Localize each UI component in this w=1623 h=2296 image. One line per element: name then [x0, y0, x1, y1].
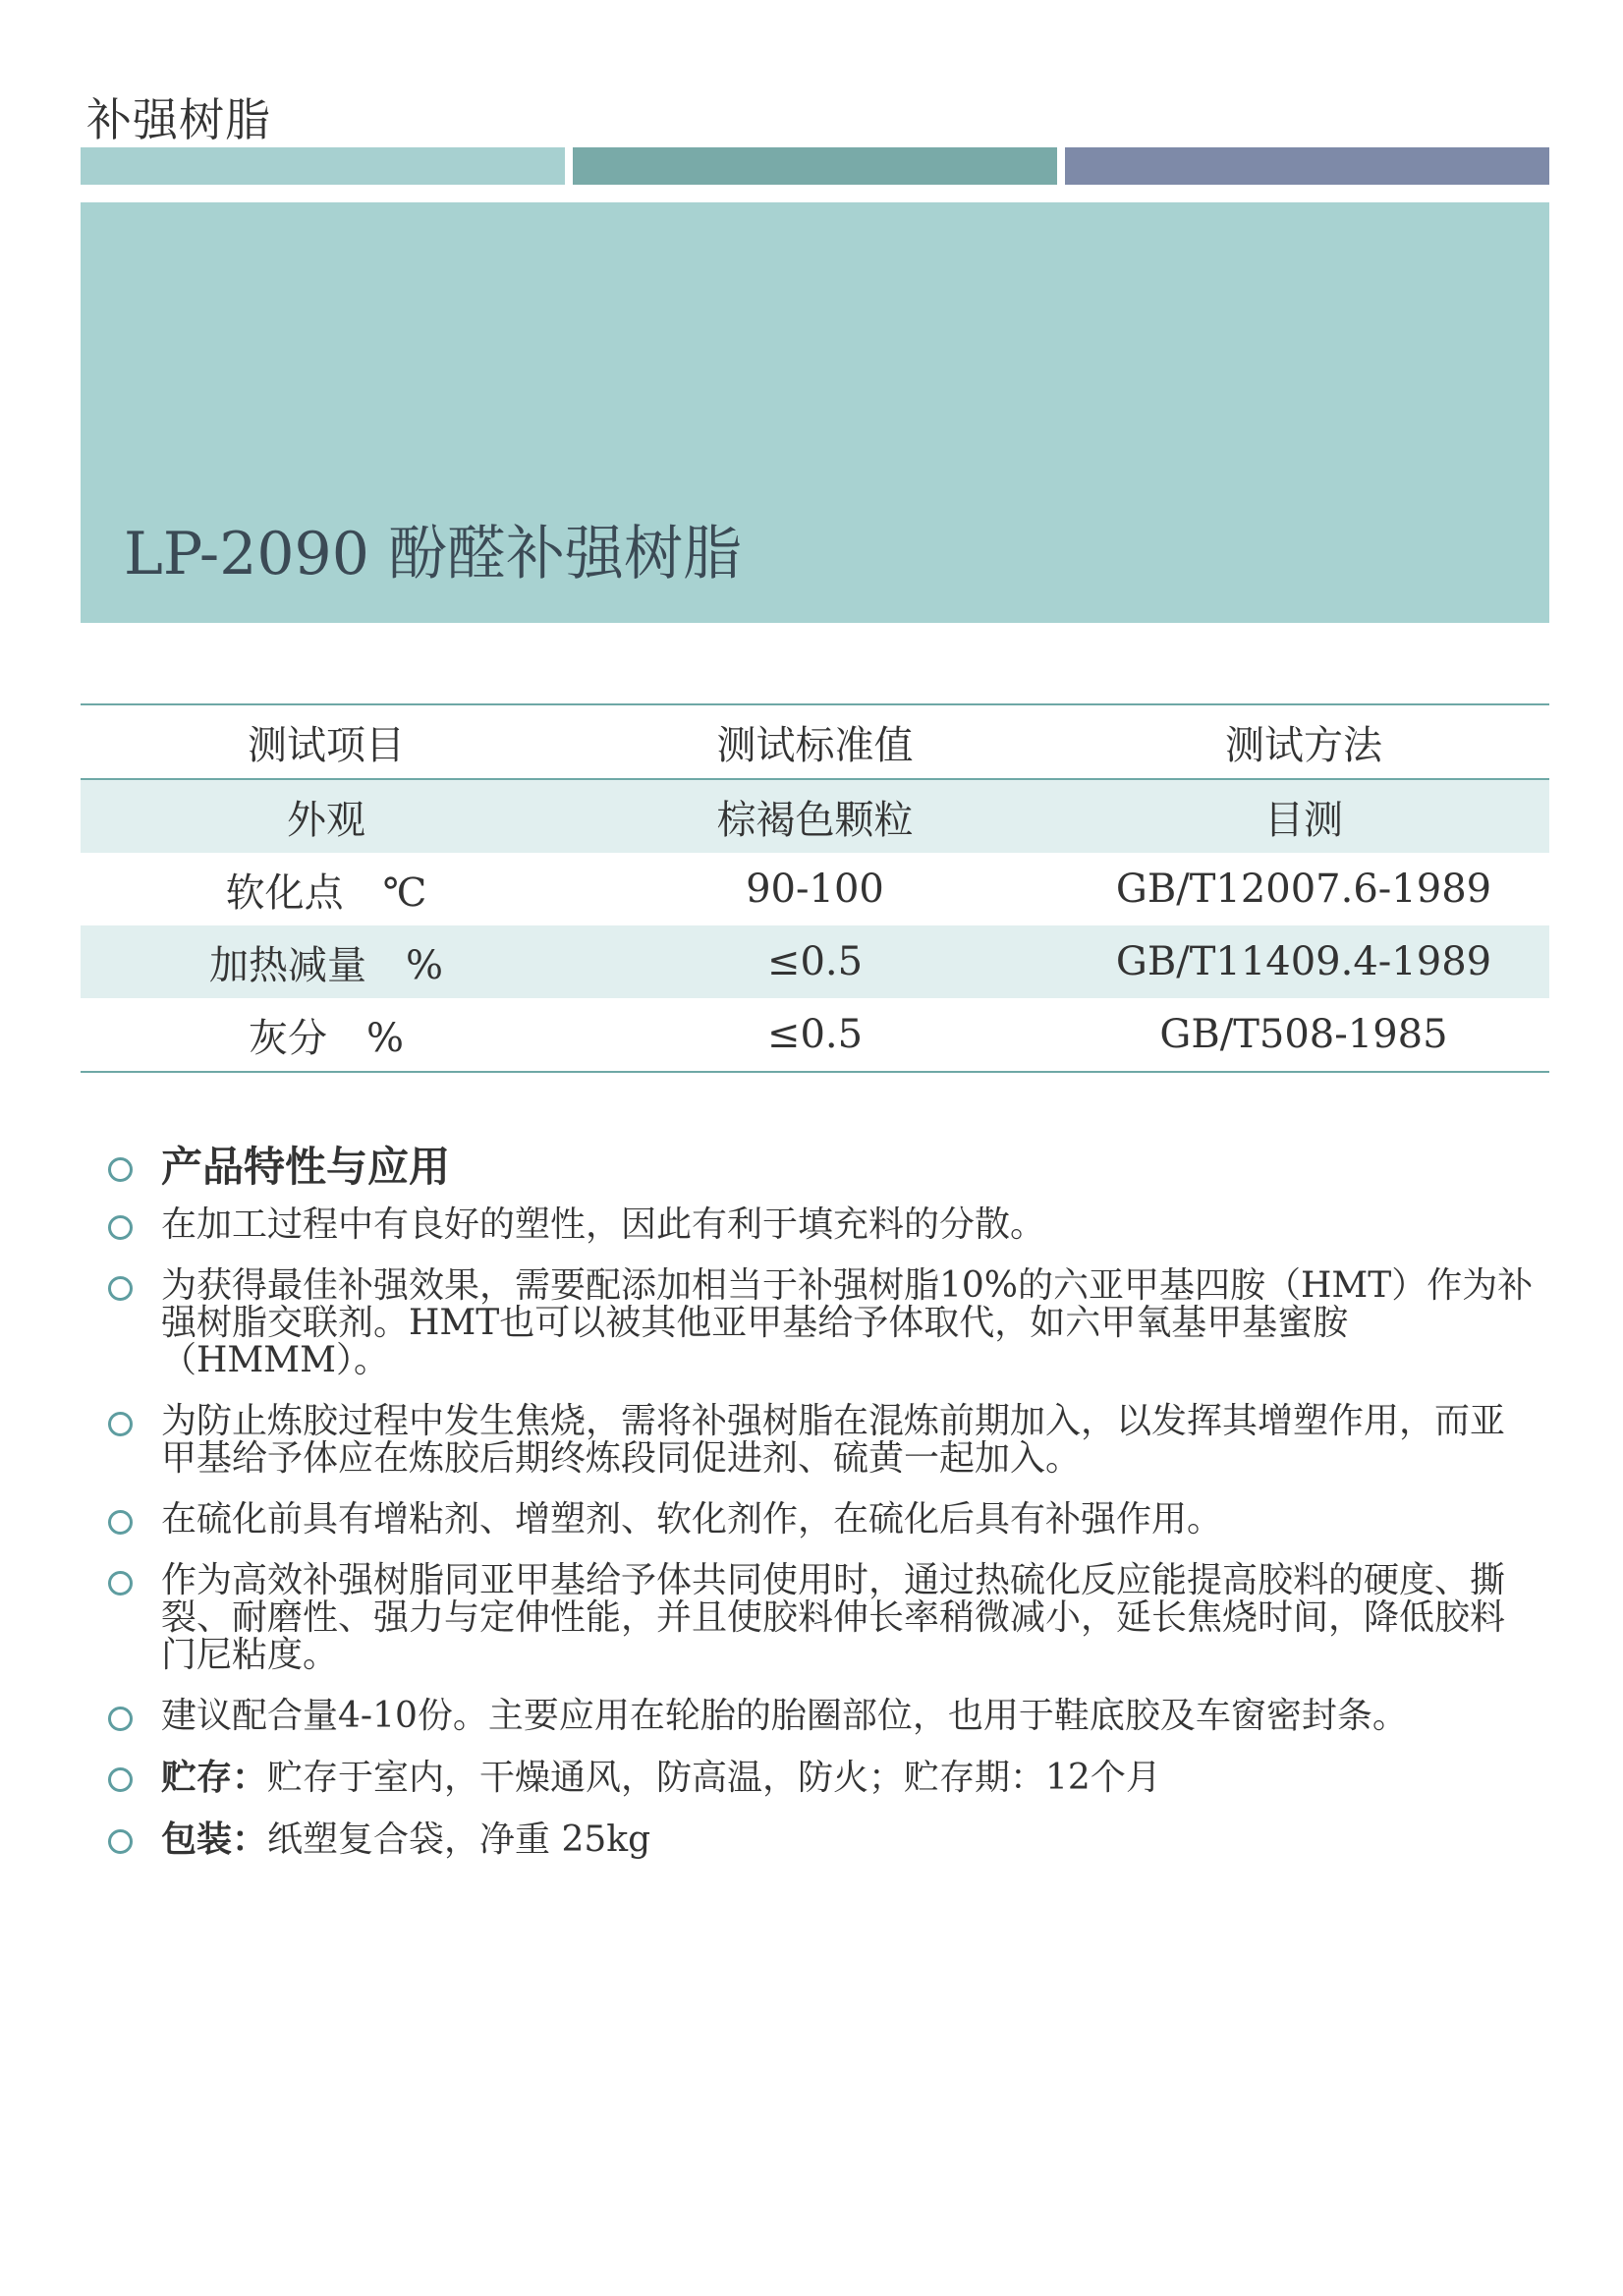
header-standard-value: 测试标准值 — [572, 704, 1058, 779]
list-item — [102, 1501, 1537, 1539]
package-text: 纸塑复合袋，净重 25kg — [267, 1820, 651, 1860]
circle-bullet-icon — [108, 1215, 133, 1240]
spec-table — [81, 703, 1549, 1073]
header-stripe-2 — [573, 147, 1057, 185]
package-item — [102, 1820, 1537, 1859]
cell-value: ≤0.5 — [572, 925, 1058, 998]
cell-value: ≤0.5 — [766, 1012, 864, 1057]
cell-method: GB/T508-1985 — [1159, 1012, 1448, 1057]
header-test-item: 测试项目 — [81, 704, 572, 779]
table-row — [81, 853, 1549, 925]
circle-bullet-icon — [108, 1571, 133, 1596]
circle-bullet-icon — [108, 1510, 133, 1535]
list-item — [102, 1562, 1537, 1674]
feature-heading — [102, 1144, 1537, 1191]
category-title: 补强树脂 — [86, 93, 271, 146]
storage-text: 贮存于室内，干燥通风，防高温，防火；贮存期：12个月 — [267, 1758, 1161, 1798]
table-row — [81, 779, 1549, 853]
cell-item: 灰分 % — [248, 1015, 404, 1061]
storage-item — [102, 1759, 1537, 1797]
cell-item: 软化点 ℃ — [225, 869, 427, 916]
list-item-text: 为防止炼胶过程中发生焦烧，需将补强树脂在混炼前期加入，以发挥其增塑作用，而亚甲基给予体应在炼胶后期终炼段同促进剂、硫黄一起加入。 — [161, 1401, 1506, 1479]
table-row — [81, 998, 1549, 1072]
circle-bullet-icon — [108, 1412, 133, 1436]
circle-bullet-icon — [108, 1829, 133, 1854]
list-item — [102, 1267, 1537, 1379]
cell-method: GB/T12007.6-1989 — [1115, 867, 1492, 912]
table-row — [81, 925, 1549, 998]
cell-method: 目测 — [1058, 779, 1549, 853]
list-item-text: 在加工过程中有良好的塑性，因此有利于填充料的分散。 — [161, 1204, 1046, 1245]
circle-bullet-icon — [108, 1707, 133, 1731]
list-item-text: 建议配合量4-10份。主要应用在轮胎的胎圈部位，也用于鞋底胶及车窗密封条。 — [161, 1696, 1408, 1736]
cell-value: 棕褐色颗粒 — [572, 779, 1058, 853]
list-item-text: 作为高效补强树脂同亚甲基给予体共同使用时，通过热硫化反应能提高胶料的硬度、撕裂、耐磨性、强力与定伸性能，并且使胶料伸长率稍微减小，延长焦烧时间，降低胶料门尼粘度。 — [161, 1560, 1506, 1675]
list-item-text: 为获得最佳补强效果，需要配添加相当于补强树脂10%的六亚甲基四胺（HMT）作为补强树脂交联剂。HMT也可以被其他亚甲基给予体取代，如六甲氧基甲基蜜胺（HMMM）。 — [161, 1265, 1534, 1380]
package-label: 包装： — [161, 1819, 268, 1860]
cell-item: 外观 — [81, 779, 572, 853]
circle-bullet-icon — [108, 1157, 133, 1182]
circle-bullet-icon — [108, 1767, 133, 1792]
circle-bullet-icon — [108, 1276, 133, 1301]
product-title: LP-2090 酚醛补强树脂 — [124, 520, 742, 588]
table-header-row — [81, 704, 1549, 779]
feature-heading-text: 产品特性与应用 — [161, 1143, 451, 1191]
feature-list — [102, 1144, 1537, 1882]
header-test-method: 测试方法 — [1058, 704, 1549, 779]
list-item-text: 在硫化前具有增粘剂、增塑剂、软化剂作，在硫化后具有补强作用。 — [161, 1499, 1223, 1540]
list-item — [102, 1206, 1537, 1244]
cell-item: 加热减量 % — [81, 925, 572, 998]
list-item — [102, 1403, 1537, 1478]
cell-value: 90-100 — [746, 867, 884, 912]
cell-method: GB/T11409.4-1989 — [1058, 925, 1549, 998]
hero-banner — [81, 202, 1549, 623]
storage-label: 贮存： — [161, 1757, 268, 1798]
header-stripe-1 — [81, 147, 565, 185]
header-stripe-3 — [1065, 147, 1549, 185]
list-item — [102, 1698, 1537, 1735]
